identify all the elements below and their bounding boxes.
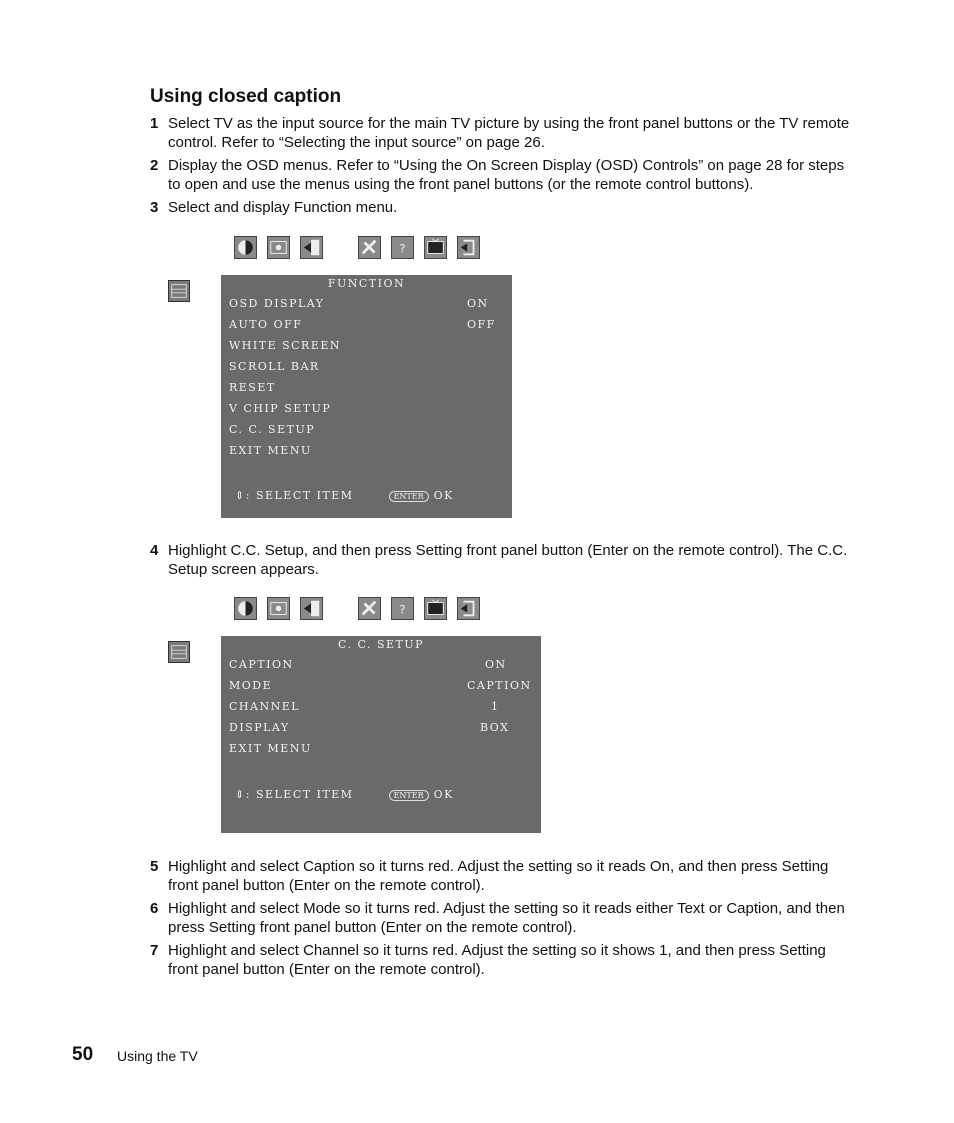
menu-item-label: WHITE SCREEN <box>229 339 342 352</box>
select-item-hint: SELECT ITEM <box>255 489 354 502</box>
menu-item-white-screen[interactable] <box>229 339 504 355</box>
step-2 <box>150 156 850 194</box>
step-number: 2 <box>150 157 159 174</box>
menu-item-label: EXIT MENU <box>229 444 312 457</box>
menu-item-mode[interactable] <box>229 679 533 695</box>
function-menu-title: FUNCTION <box>327 277 406 290</box>
step-text: Highlight and select Mode so it turns red. Adjust the setting so it reads either Text or Caption, and then press Setting front panel button (Enter on the remote control). <box>168 900 845 936</box>
menu-item-value: OFF <box>467 318 496 331</box>
step-number: 7 <box>150 942 159 959</box>
menu-item-label: OSD DISPLAY <box>229 297 325 310</box>
menu-item-label: CAPTION <box>229 658 294 671</box>
function-menu-panel <box>221 275 512 518</box>
menu-item-exit-menu[interactable] <box>229 444 504 460</box>
ok-hint: OK <box>433 489 454 502</box>
function-icon <box>358 597 381 620</box>
menu-item-exit-menu[interactable] <box>229 742 533 758</box>
input-icon <box>300 236 323 259</box>
menu-item-label: EXIT MENU <box>229 742 312 755</box>
menu-item-label: C. C. SETUP <box>229 423 316 436</box>
position-icon <box>267 236 290 259</box>
step-number: 3 <box>150 199 159 216</box>
step-text: Select and display Function menu. <box>168 199 398 216</box>
footer-section-title: Using the TV <box>117 1048 198 1064</box>
select-item-hint: SELECT ITEM <box>255 788 354 801</box>
enter-button-icon: ENTER <box>389 790 429 801</box>
enter-button-icon: ENTER <box>389 491 429 502</box>
menu-item-display[interactable] <box>229 721 533 737</box>
position-icon <box>267 597 290 620</box>
step-number: 5 <box>150 858 159 875</box>
step-6 <box>150 899 850 937</box>
step-number: 4 <box>150 542 159 559</box>
menu-item-label: SCROLL BAR <box>229 360 320 373</box>
menu-item-scroll-bar[interactable] <box>229 360 504 376</box>
color-icon <box>234 236 257 259</box>
up-down-arrow-icon: ⇕: <box>235 788 251 801</box>
step-7 <box>150 941 850 979</box>
menu-item-label: CHANNEL <box>229 700 301 713</box>
menu-item-channel[interactable] <box>229 700 533 716</box>
step-4 <box>150 541 850 579</box>
exit-icon <box>457 236 480 259</box>
menu-footer <box>235 489 454 505</box>
cc-setup-panel <box>221 636 541 833</box>
osd-icon-row <box>234 236 484 260</box>
cc-setup-title: C. C. SETUP <box>337 638 425 651</box>
tv-icon <box>424 236 447 259</box>
menu-item-value: BOX <box>480 721 510 734</box>
menu-item-auto-off[interactable] <box>229 318 504 334</box>
osd-side-icon <box>168 641 190 663</box>
function-icon <box>358 236 381 259</box>
exit-icon <box>457 597 480 620</box>
menu-item-v-chip-setup[interactable] <box>229 402 504 418</box>
menu-item-value: CAPTION <box>467 679 532 692</box>
page-number: 50 <box>72 1044 94 1065</box>
step-3 <box>150 198 850 217</box>
svg-text:?: ? <box>399 241 406 256</box>
step-number: 1 <box>150 115 159 132</box>
step-number: 6 <box>150 900 159 917</box>
step-text: Highlight and select Channel so it turns red. Adjust the setting so it shows 1, and then press Setting front panel button (Enter on the remote control). <box>168 942 826 978</box>
help-icon <box>391 236 414 259</box>
step-text: Highlight and select Caption so it turns red. Adjust the setting so it reads On, and then press Setting front panel button (Enter on the remote control). <box>168 858 829 894</box>
menu-item-label: MODE <box>229 679 273 692</box>
osd-icon-row <box>234 597 484 621</box>
menu-item-value: ON <box>467 297 489 310</box>
menu-item-label: V CHIP SETUP <box>229 402 332 415</box>
input-icon <box>300 597 323 620</box>
menu-item-caption[interactable] <box>229 658 533 674</box>
menu-item-label: AUTO OFF <box>229 318 303 331</box>
section-heading: Using closed caption <box>150 86 342 107</box>
step-1 <box>150 114 850 152</box>
menu-item-reset[interactable] <box>229 381 504 397</box>
svg-text:?: ? <box>399 602 406 617</box>
help-icon <box>391 597 414 620</box>
menu-item-cc-setup[interactable] <box>229 423 504 439</box>
step-text: Highlight C.C. Setup, and then press Setting front panel button (Enter on the remote control). The C.C. Setup screen appears. <box>168 542 848 578</box>
osd-side-icon <box>168 280 190 302</box>
color-icon <box>234 597 257 620</box>
step-text: Select TV as the input source for the main TV picture by using the front panel buttons or the TV remote control. Refer to “Selecting the input source” on page 26. <box>168 115 850 151</box>
menu-item-osd-display[interactable] <box>229 297 504 313</box>
menu-item-value: 1 <box>491 700 500 713</box>
step-5 <box>150 857 850 895</box>
ok-hint: OK <box>433 788 454 801</box>
menu-footer <box>235 788 454 804</box>
menu-item-label: DISPLAY <box>229 721 290 734</box>
up-down-arrow-icon: ⇕: <box>235 489 251 502</box>
menu-item-label: RESET <box>229 381 276 394</box>
tv-icon <box>424 597 447 620</box>
step-text: Display the OSD menus. Refer to “Using the On Screen Display (OSD) Controls” on page 28 for steps to open and use the menus using the front panel buttons (or the remote control buttons). <box>168 157 845 193</box>
menu-item-value: ON <box>485 658 507 671</box>
